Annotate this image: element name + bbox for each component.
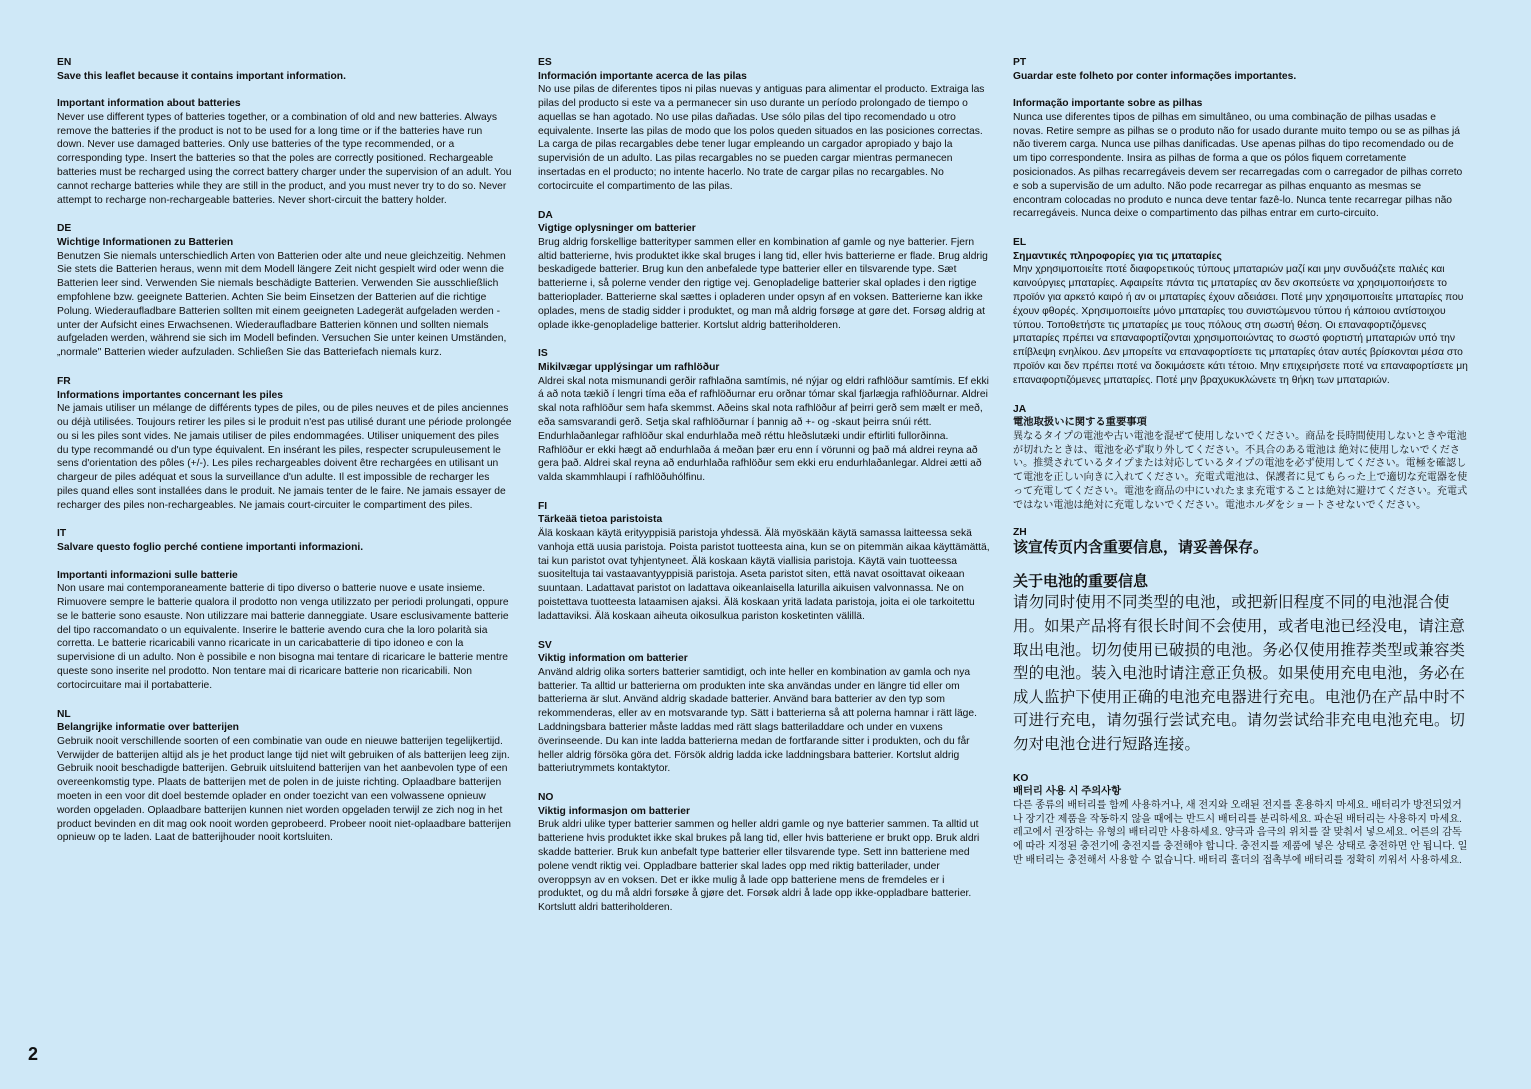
section-body: No use pilas de diferentes tipos ni pilas nuevas y antiguas para alimentar el producto. Extraiga las pilas del producto si este va a permanecer sin uso durante un período prolongado de tiempo o aquellas se han agotado. No use pilas dañadas. Use sólo pilas del tipo recomendado u otro equivalente. Inserte las pilas de modo que los polos queden situados en las posiciones correctas. La carga de pilas recargables debe tener lugar empleando un cargador apropiado y bajo la supervisión de un adulto. Las pilas recargables no se pueden cargar mientras permanecen insertadas en el producto; no intente hacerlo. No trate de cargar pilas no recargables. No cortocircuite el compartimento de las pilas.: [538, 84, 985, 192]
section-pt: [1013, 56, 1469, 221]
section-body: Använd aldrig olika sorters batterier samtidigt, och inte heller en kombination av gamla och nya batterier. Ta alltid ur batterierna om produkten inte ska användas under en längre tid eller om batterierna är slut. Använd aldrig skadade batterier. Använd bara batterier av den typ som rekommenderas, eller av en motsvarande typ. Sätt i batterierna så att polerna hamnar i rätt läge. Laddningsbara batterier måste laddas med rätt slags batteriladdare och under en vuxens överinseende. Du kan inte ladda batterierna medan de fortfarande sitter i produkten, och du får heller aldrig försöka göra det. Försök aldrig ladda icke laddningsbara batterier. Kortslut aldrig batteriutrymmets kontaktytor.: [538, 666, 977, 775]
section-heading: Viktig informasjon om batterier: [538, 805, 691, 817]
section-heading: Informations importantes concernant les piles: [57, 389, 284, 401]
section-de: [57, 222, 512, 360]
section-sv: [538, 639, 993, 777]
section-heading: Viktig information om batterier: [538, 653, 688, 665]
language-code: SV: [538, 639, 552, 651]
section-heading: Vigtige oplysninger om batterier: [538, 223, 696, 235]
section-body: Μην χρησιμοποιείτε ποτέ διαφορετικούς τύπους μπαταριών μαζί και μην συνδυάζετε παλιές και καινούργιες μπαταρίες. Αφαιρείτε πάντα τις μπαταρίες αν δεν σκοπεύετε να χρησιμοποιήσετε το προϊόν για αρκετό καιρό ή αν οι μπαταρίες έχουν αδειάσει. Ποτέ μην χρησιμοποιείτε μπαταρίες που έχουν φθορές. Χρησιμοποιείτε μόνο μπαταρίες του συνιστώμενου τύπου ή κάποιου αντίστοιχου τύπου. Τοποθετήστε τις μπαταρίες με τους πόλους στη σωστή θέση. Οι επαναφορτιζόμενες μπαταρίες πρέπει να επαναφορτίζονται χρησιμοποιώντας το σωστό φορτιστή μπαταριών υπό την επίβλεψη ενηλίκου. Δεν μπορείτε να επαναφορτίσετε τις μπαταρίες όταν αυτές βρίσκονται μέσα στο προϊόν και δεν πρέπει ποτέ να δοκιμάσετε κάτι τέτοιο. Μην επιχειρήσετε ποτέ να επαναφορτίσετε μη επαναφορτιζόμενες μπαταρίες. Ποτέ μην βραχυκυκλώνετε τη θήκη των μπαταριών.: [1013, 264, 1468, 386]
section-body: Non usare mai contemporaneamente batterie di tipo diverso o batterie nuove e usate insieme. Rimuovere sempre le batterie qualora il prodotto non venga utilizzato per periodi prolungati, oppure se le batterie sono esauste. Non utilizzare mai batterie danneggiate. Usare esclusivamente batterie del tipo raccomandato o un equivalente. Inserire le batterie avendo cura che la loro polarità sia corretta. Le batterie ricaricabili vanno ricaricate in un caricabatterie di tipo idoneo e con la supervisione di un adulto. Non è possibile e non bisogna mai tentare di ricaricare le batterie mentre queste sono inserite nel prodotto. Non tentare mai di ricaricare batterie non ricaricabili. Non cortocircuitare mai il portabatterie.: [57, 583, 509, 691]
section-body: Brug aldrig forskellige batterityper sammen eller en kombination af gamle og nye batterier. Fjern altid batterierne, hvis produktet ikke skal bruges i lang tid, eller hvis batterierne er flade. Brug aldrig beskadigede batterier. Brug kun den anbefalede type batterier eller en tilsvarende type. Sæt batterierne i, så polerne vender den rigtige vej. Genopladelige batterier skal oplades i den rigtige batterioplader. Batterierne skal sættes i opladeren under opsyn af en voksen. Batterierne kan ikke oplades, mens de stadig sidder i produktet, og man må aldrig forsøge at gøre det. Forsøg aldrig at oplade ikke-genopladelige batterier. Kortslut aldrig batteriholderen.: [538, 236, 988, 331]
section-nl: [57, 708, 512, 846]
section-heading: Wichtige Informationen zu Batterien: [57, 236, 234, 248]
language-code: EL: [1013, 237, 1027, 249]
section-heading: Belangrijke informatie over batterijen: [57, 722, 239, 734]
section-heading: Información importante acerca de las pilas: [538, 70, 747, 82]
language-code: ZH: [1013, 527, 1027, 539]
section-da: [538, 209, 993, 333]
section-body: 请勿同时使用不同类型的电池，或把新旧程度不同的电池混合使用。如果产品将有很长时间不会使用，或者电池已经没电，请注意取出电池。切勿使用已破损的电池。务必仅使用推荐类型或兼容类型的电池。装入电池时请注意正负极。如果使用充电电池，务必在成人监护下使用正确的电池充电器进行充电。电池仍在产品中时不可进行充电，请勿强行尝试充电。请勿尝试给非充电电池充电。切勿对电池仓进行短路连接。: [1013, 594, 1466, 754]
section-body: Älä koskaan käytä erityyppisiä paristoja yhdessä. Älä myöskään käytä samassa laitteessa sekä vanhoja että uusia paristoja. Poista paristot tuotteesta aina, kun se on pitemmän aikaa käyttämättä, tai kun paristot ovat tyhjentyneet. Älä koskaan käytä viallisia paristoja. Käytä vain tuotteessa suositeltuja tai vastaavantyyppisiä paristoja. Aseta paristot siten, että navat osoittavat oikeaan suuntaan. Ladattavat paristot on ladattava oikeanlaisella laturilla aikuisen valvonnassa. Ne on poistettava tuotteesta lataamisen ajaksi. Älä koskaan yritä ladata paristoja, joita ei ole tarkoitettu ladattaviksi. Älä koskaan aiheuta oikosulkua pariston kosketinten välillä.: [538, 528, 990, 622]
section-ko: [1013, 772, 1469, 868]
section-heading: Importanti informazioni sulle batterie: [57, 569, 238, 581]
intro-notice: Guardar este folheto por conter informações importantes.: [1013, 70, 1297, 82]
section-zh: [1013, 527, 1469, 756]
section-heading: Σημαντικές πληροφορίες για τις μπαταρίες: [1013, 250, 1222, 262]
section-fi: [538, 500, 993, 624]
section-body: Ne jamais utiliser un mélange de différents types de piles, ou de piles neuves et de piles anciennes ou déjà utilisées. Toujours retirer les piles si le produit n'est pas utilisé durant une période prolongée ou si les piles sont vides. Ne jamais utiliser de piles endommagées. Utiliser uniquement des piles du type recommandé ou d'un type équivalent. En insérant les piles, respecter scrupuleusement le sens d'orientation des pôles (+/-). Les piles rechargeables doivent être rechargées en utilisant un chargeur de piles adéquat et sous la surveillance d'un adulte. Il est impossible de recharger les piles quand elles sont installées dans le produit. Ne jamais tenter de le faire. Ne jamais essayer de recharger des piles non-rechargeables. Ne jamais court-circuiter le compartiment des piles.: [57, 403, 512, 511]
language-code: NL: [57, 708, 71, 720]
section-heading: 배터리 사용 시 주의사항: [1013, 786, 1122, 798]
language-code: IS: [538, 348, 548, 360]
section-body: Aldrei skal nota mismunandi gerðir rafhlaðna samtímis, né nýjar og eldri rafhlöður samtímis. Ef ekki á að nota tækið í lengri tíma eða ef rafhlöðurnar eru orðnar tómar skal fjarlægja rafhlöðurnar. Aldrei skal nota rafhlöður sem hafa skemmst. Aðeins skal nota rafhlöður af þeirri gerð sem mælt er með, eða samsvarandi gerð. Setja skal rafhlöðurnar í þannig að +- og -skaut þeirra snúi rétt. Endurhlaðanlegar rafhlöður skal endurhlaða með réttu hleðslutæki undir eftirliti fullorðinna. Rafhlöður er ekki hægt að endurhlaða á meðan þær eru enn í vörunni og það má aldrei reyna að gera það. Aldrei skal reyna að endurhlaða rafhlöður sem ekki eru endurhlaðanlegar. Aldrei ætti að valda skammhlaupi í rafhlöðuhólfinu.: [538, 375, 989, 484]
section-body: 異なるタイプの電池や古い電池を混ぜて使用しないでください。商品を長時間使用しないときや電池が切れたときは、電池を必ず取り外してください。不具合のある電池は 絶対に使用しないでください。推奨されているタイプまたは対応しているタイプの電池を必ず使用してください。電極を確認して電池を正しい向きに入れてください。充電式電池は、保護者に見てもらった上で適切な充電器を使って充電してください。電池を商品の中にいれたまま充電することは絶対に避けてください。充電式ではない電池は絶対に充電しないでください。電池ホルダをショートさせないでください。: [1013, 430, 1468, 511]
section-is: [538, 347, 993, 485]
language-code: DE: [57, 223, 72, 235]
section-heading: 关于电池的重要信息: [1013, 573, 1149, 591]
section-body: Bruk aldri ulike typer batterier sammen og heller aldri gamle og nye batterier sammen. Ta alltid ut batteriene hvis produktet ikke skal brukes på lang tid, eller hvis batteriene er brukt opp. Bruk aldri skadde batterier. Bruk kun anbefalt type batterier eller tilsvarende type. Sett inn batteriene med polene vendt riktig vei. Oppladbare batterier skal lades opp med riktig batterilader, under overoppsyn av en voksen. Det er ikke mulig å lade opp batteriene mens de fremdeles er i produktet, og du må aldri forsøke å gjøre det. Forsøk aldri å lade opp ikke-oppladbare batterier. Kortslutt aldri batteriholderen.: [538, 819, 980, 914]
language-code: EN: [57, 57, 72, 68]
section-heading: Tärkeää tietoa paristoista: [538, 514, 663, 526]
section-heading: 電池取扱いに関する重要事項: [1013, 417, 1147, 429]
page-number: 2: [28, 1044, 39, 1064]
column-right: [1013, 56, 1469, 883]
section-heading: Important information about batteries: [57, 98, 241, 110]
section-body: Never use different types of batteries together, or a combination of old and new batteries. Always remove the batteries if the product is not to be used for a long time or if the batteries have run down. Never use damaged batteries. Only use batteries of the type recommended, or a corresponding type. Insert the batteries so that the poles are correctly positioned. Rechargeable batteries must be recharged using the correct battery charger under the supervision of an adult. You cannot recharge batteries while they are still in the product, and you must never try to do so. Never attempt to recharge non-rechargeable batteries. Never short-circuit the battery holder.: [57, 111, 512, 206]
section-es: [538, 56, 993, 194]
language-code: FR: [57, 375, 71, 387]
section-it: [57, 527, 512, 692]
language-code: PT: [1013, 57, 1027, 68]
section-body: Benutzen Sie niemals unterschiedlich Arten von Batterien oder alte und neue gleichzeitig. Nehmen Sie stets die Batterien heraus, wenn mit dem Modell längere Zeit nicht gespielt wird oder wenn die Batterien leer sind. Verwenden Sie niemals beschädigte Batterien. Verwenden Sie ausschließlich empfohlene bzw. geeignete Batterien. Achten Sie beim Einsetzen der Batterien auf die richtige Polung. Wiederaufladbare Batterien sollten mit einem geeigneten Ladegerät aufgeladen werden - unter der Aufsicht eines Erwachsenen. Wiederaufladbare Batterien können und sollten niemals aufgeladen werden, während sie sich im Modell befinden. Versuchen Sie unter keinen Umständen, „normale" Batterien wieder aufzuladen. Schließen Sie das Batteriefach niemals kurz.: [57, 250, 507, 359]
intro-notice: 该宣传页内含重要信息，请妥善保存。: [1013, 539, 1269, 557]
language-code: JA: [1013, 403, 1027, 415]
section-fr: [57, 375, 512, 513]
language-code: IT: [57, 528, 67, 540]
language-code: ES: [538, 57, 552, 68]
section-no: [538, 791, 993, 915]
column-left: [57, 56, 512, 860]
section-ja: [1013, 403, 1469, 513]
column-middle: [538, 56, 993, 930]
language-code: DA: [538, 209, 553, 221]
section-body: Gebruik nooit verschillende soorten of een combinatie van oude en nieuwe batterijen tegelijkertijd. Verwijder de batterijen altijd als je het product lange tijd niet wilt gebruiken of als batterijen leeg zijn. Gebruik nooit beschadigde batterijen. Gebruik uitsluitend batterijen van het aanbevolen type of een overeenkomstig type. Plaats de batterijen met de polen in de juiste richting. Oplaadbare batterijen moeten in een voor dit doel bestemde oplader en onder toezicht van een volwassene opnieuw worden opgeladen. Oplaadbare batterijen kunnen niet worden opgeladen terwijl ze zich nog in het product bevinden en dit mag ook nooit worden geprobeerd. Probeer nooit niet-oplaadbare batterijen opnieuw op te laden. Laat de batterijhouder nooit kortsluiten.: [57, 735, 511, 844]
section-en: [57, 56, 512, 207]
intro-notice: Salvare questo foglio perché contiene importanti informazioni.: [57, 542, 364, 554]
section-body: 다른 종류의 배터리를 함께 사용하거나, 새 전지와 오래된 전지를 혼용하지 마세요. 배터리가 방전되었거나 장기간 제품을 작동하지 않을 때에는 반드시 배터리를 분리하세요. 파손된 배터리는 사용하지 마세요. 레고에서 권장하는 유형의 배터리만 사용하세요. 양극과 음극의 위치를 잘 맞춰서 넣으세요. 어른의 감독에 따라 지정된 충전기에 충전지를 충전해야 합니다. 충전지를 제품에 넣은 상태로 충전하면 안 됩니다. 일반 배터리는 충전해서 사용할 수 없습니다. 배터리 홀더의 접촉부에 배터리를 정확히 끼워서 사용하세요.: [1013, 799, 1468, 867]
section-body: Nunca use diferentes tipos de pilhas em simultâneo, ou uma combinação de pilhas usadas e novas. Retire sempre as pilhas se o produto não for usado durante muito tempo ou se as pilhas já não tiverem carga. Nunca use pilhas danificadas. Use apenas pilhas do tipo recomendado ou de um tipo correspondente. Insira as pilhas de forma a que os pólos fiquem corretamente posicionados. As pilhas recarregáveis devem ser recarregadas com o carregador de pilhas correto e sob a supervisão de um adulto. Não pode recarregar as pilhas enquanto as mesmas se encontram colocadas no produto e nunca deve tentar fazê-lo. Nunca tente recarregar pilhas não recarregáveis. Nunca deixe o compartimento das pilhas entrar em curto-circuito.: [1013, 111, 1463, 220]
language-code: FI: [538, 500, 548, 512]
language-code: KO: [1013, 772, 1029, 784]
section-heading: Mikilvægar upplýsingar um rafhlöður: [538, 361, 720, 373]
intro-notice: Save this leaflet because it contains important information.: [57, 70, 346, 82]
section-heading: Informação importante sobre as pilhas: [1013, 98, 1203, 110]
section-el: [1013, 236, 1469, 387]
language-code: NO: [538, 792, 554, 804]
